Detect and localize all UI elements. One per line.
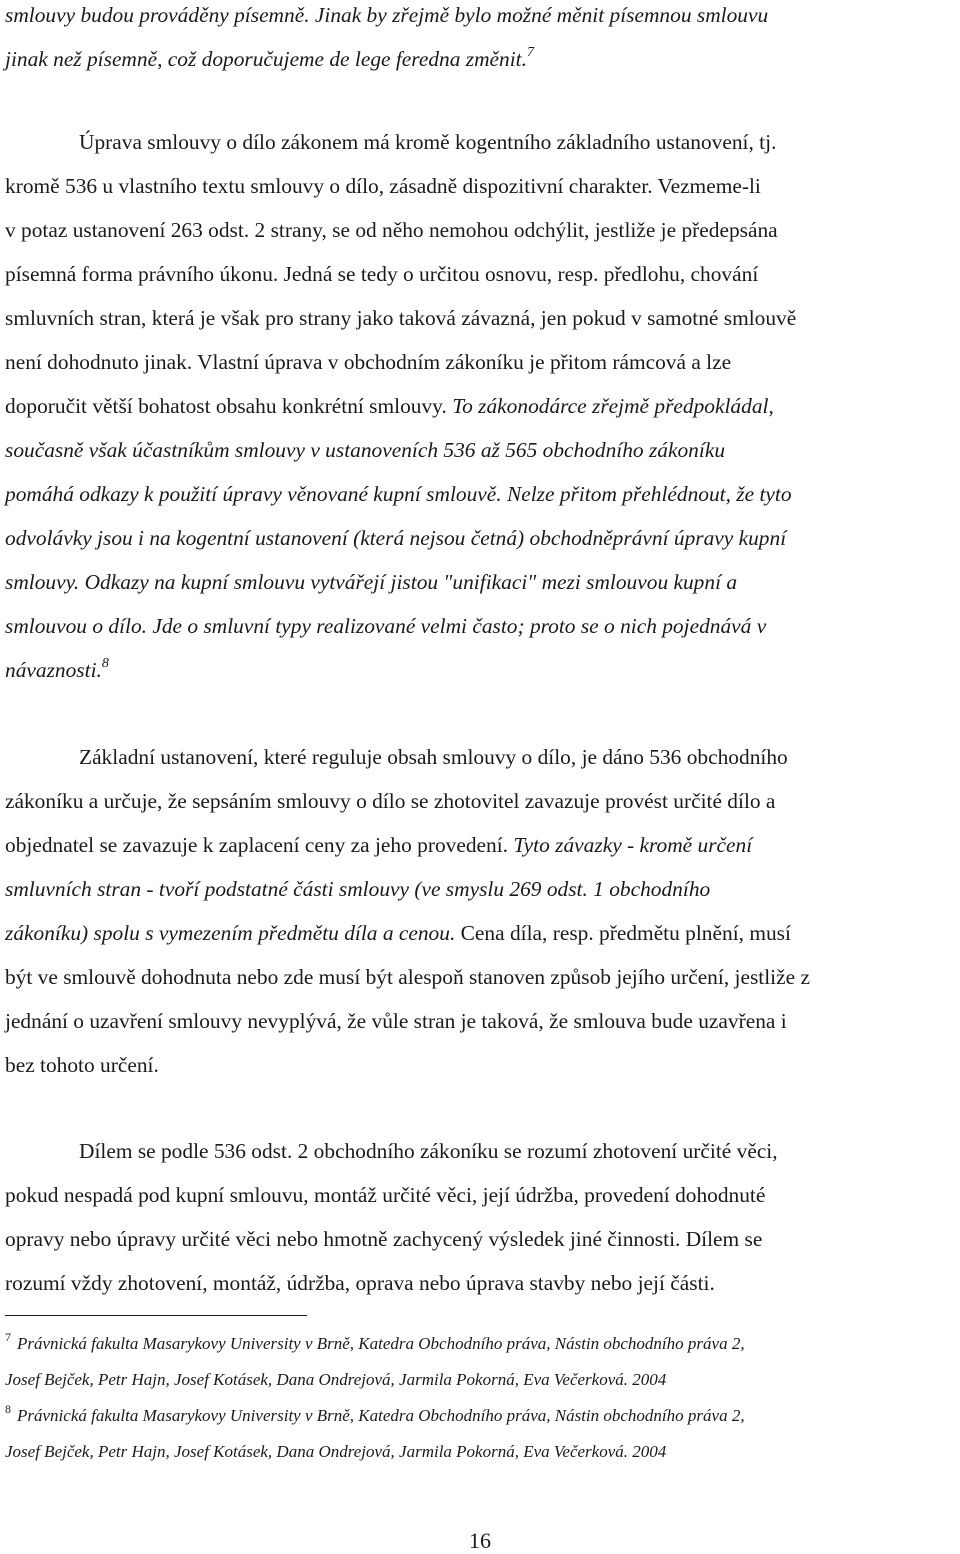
text-line: objednatel se zavazuje k zaplacení ceny za jeho provedení. Tyto závazky - kromě určení bbox=[5, 833, 753, 857]
footnote-reference[interactable]: 8 bbox=[101, 656, 109, 671]
text-line: jednání o uzavření smlouvy nevyplývá, že vůle stran je taková, že smlouva bude uzavřena i bbox=[5, 1009, 787, 1033]
text-line: zákoníku a určuje, že sepsáním smlouvy o dílo se zhotovitel zavazuje provést určité dílo a bbox=[5, 789, 776, 813]
text-line: rozumí vždy zhotovení, montáž, údržba, oprava nebo úprava stavby nebo její části. bbox=[5, 1271, 715, 1295]
text-line: současně však účastníkům smlouvy v ustanoveních 536 až 565 obchodního zákoníku bbox=[5, 438, 726, 462]
footnote-line: $^7$ Právnická fakulta Masarykovy University v Brně, Katedra Obchodního práva, Nástin obchodního práva 2, bbox=[5, 1330, 745, 1353]
text-line: být ve smlouvě dohodnuta nebo zde musí být alespoň stanoven způsob jejího určení, jestliže z bbox=[5, 965, 810, 989]
text-line: doporučit větší bohatost obsahu konkrétní smlouvy. To zákonodárce zřejmě předpokládal, bbox=[5, 394, 774, 418]
text-line: návaznosti.$^8$ bbox=[5, 656, 109, 682]
text-line: smlouvou o dílo. Jde o smluvní typy realizované velmi často; proto se o nich pojednává v bbox=[5, 614, 767, 638]
text-line: pokud nespadá pod kupní smlouvu, montáž určité věci, její údržba, provedení dohodnuté bbox=[5, 1183, 766, 1207]
text-line: opravy nebo úpravy určité věci nebo hmotně zachycený výsledek jiné činnosti. Dílem se bbox=[5, 1227, 763, 1251]
text-line: v potaz ustanovení 263 odst. 2 strany, se od něho nemohou odchýlit, jestliže je předepsána bbox=[5, 218, 778, 242]
text-line: kromě 536 u vlastního textu smlouvy o dílo, zásadně dispozitivní charakter. Vezmeme-li bbox=[5, 174, 761, 198]
text-line: bez tohoto určení. bbox=[5, 1053, 159, 1077]
paragraph-continuation bbox=[5, 2, 960, 90]
footnote-reference[interactable]: 7 bbox=[526, 45, 534, 60]
text-line: smlouvy budou prováděny písemně. Jinak by zřejmě bylo možné měnit písemnou smlouvu bbox=[5, 3, 769, 27]
paragraph-zakladni-ustanoveni bbox=[5, 744, 960, 1096]
footnote-line: $^8$ Právnická fakulta Masarykovy University v Brně, Katedra Obchodního práva, Nástin obchodního práva 2, bbox=[5, 1402, 745, 1425]
text-line: pomáhá odkazy k použití úpravy věnované kupní smlouvě. Nelze přitom přehlédnout, že tyto bbox=[5, 482, 792, 506]
text-line: jinak než písemně, což doporučujeme de lege feredna změnit.$^7$ bbox=[5, 45, 534, 71]
text-line: zákoníku) spolu s vymezením předmětu díla a cenou. Cena díla, resp. předmětu plnění, musí bbox=[5, 921, 791, 945]
text-line: smlouvy. Odkazy na kupní smlouvu vytvářejí jistou "unifikaci" mezi smlouvou kupní a bbox=[5, 570, 738, 594]
text-line: smluvních stran, která je však pro strany jako taková závazná, jen pokud v samotné smlouvě bbox=[5, 306, 797, 330]
text-line: není dohodnuto jinak. Vlastní úprava v obchodním zákoníku je přitom rámcová a lze bbox=[5, 350, 732, 374]
page-number: 16 bbox=[469, 1528, 491, 1553]
text-line: Základní ustanovení, které reguluje obsah smlouvy o dílo, je dáno 536 obchodního bbox=[79, 745, 788, 769]
paragraph-dilem-se-rozumi bbox=[5, 1138, 960, 1314]
text-line: Dílem se podle 536 odst. 2 obchodního zákoníku se rozumí zhotovení určité věci, bbox=[79, 1139, 778, 1163]
footnote-line: Josef Bejček, Petr Hajn, Josef Kotásek, Dana Ondrejová, Jarmila Pokorná, Eva Večerková. 2004 bbox=[5, 1442, 667, 1461]
footnote-number: 8 bbox=[5, 1402, 11, 1416]
footnotes bbox=[5, 1330, 960, 1477]
text-line: Úprava smlouvy o dílo zákonem má kromě kogentního základního ustanovení, tj. bbox=[79, 130, 777, 154]
paragraph-uprava-smlouvy bbox=[5, 129, 960, 701]
footnote-line: Josef Bejček, Petr Hajn, Josef Kotásek, Dana Ondrejová, Jarmila Pokorná, Eva Večerková. 2004 bbox=[5, 1370, 667, 1389]
footnote-separator bbox=[5, 1315, 307, 1316]
footnote-number: 7 bbox=[5, 1330, 11, 1344]
text-line: písemná forma právního úkonu. Jedná se tedy o určitou osnovu, resp. předlohu, chování bbox=[5, 262, 759, 286]
text-line: smluvních stran - tvoří podstatné části smlouvy (ve smyslu 269 odst. 1 obchodního bbox=[5, 877, 711, 901]
text-line: odvolávky jsou i na kogentní ustanovení (která nejsou četná) obchodněprávní úpravy kupní bbox=[5, 526, 787, 550]
